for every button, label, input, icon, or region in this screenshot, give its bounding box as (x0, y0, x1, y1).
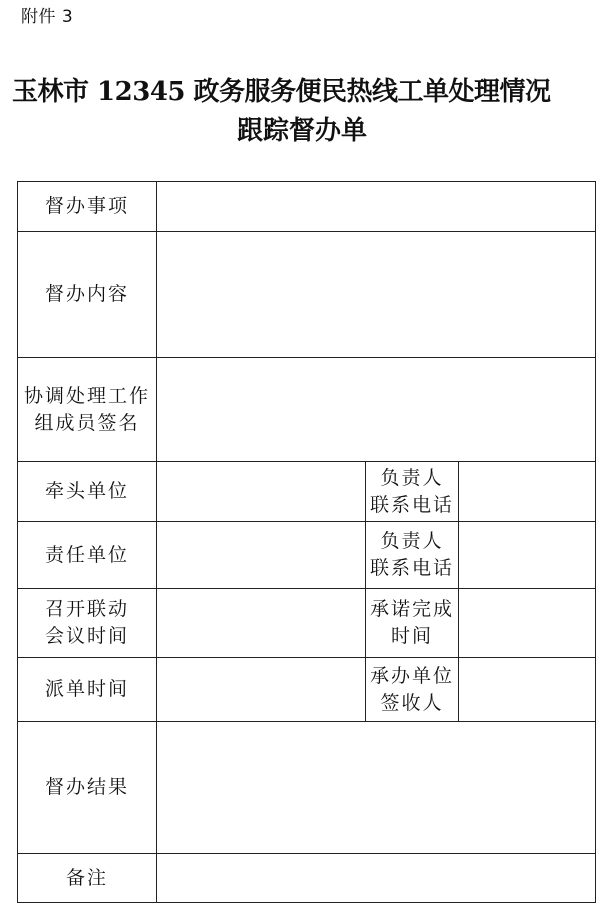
document-title-line2: 跟踪督办单 (236, 116, 367, 146)
receiver-label: 承办单位 签收人 (369, 664, 454, 714)
dispatch-time-field[interactable] (157, 658, 365, 721)
supervision-form-table (17, 181, 596, 903)
lead-unit-field[interactable] (157, 462, 365, 521)
remarks-field[interactable] (157, 854, 595, 902)
meeting-time-label: 召开联动 会议时间 (44, 598, 129, 647)
team-signature-field[interactable] (157, 358, 595, 461)
attachment-label: 附件 3 (21, 7, 74, 27)
team-signature-label: 协调处理工作 组成员签名 (23, 384, 150, 434)
dispatch-time-label: 派单时间 (44, 678, 129, 700)
document-title-line1: 玉林市 12345 政务服务便民热线工单处理情况 (12, 77, 551, 107)
supervision-content-label: 督办内容 (44, 283, 129, 305)
remarks-label: 备注 (65, 866, 108, 889)
result-field[interactable] (157, 722, 595, 853)
promised-completion-label: 承诺完成 时间 (369, 598, 454, 647)
responsible-contact-field[interactable] (459, 522, 595, 588)
supervision-content-field[interactable] (157, 232, 595, 357)
meeting-time-field[interactable] (157, 589, 365, 657)
table-border-bottom (17, 902, 596, 903)
promised-completion-field[interactable] (459, 589, 595, 657)
lead-contact-label: 负责人 联系电话 (369, 466, 454, 516)
responsible-contact-label: 负责人 联系电话 (369, 530, 454, 579)
responsible-unit-label: 责任单位 (44, 543, 129, 566)
lead-contact-field[interactable] (459, 462, 595, 521)
supervision-item-label: 督办事项 (44, 195, 129, 217)
responsible-unit-field[interactable] (157, 522, 365, 588)
result-label: 督办结果 (44, 776, 129, 798)
supervision-item-field[interactable] (157, 182, 595, 231)
lead-unit-label: 牵头单位 (44, 480, 129, 502)
table-border-right (595, 181, 596, 903)
receiver-field[interactable] (459, 658, 595, 721)
